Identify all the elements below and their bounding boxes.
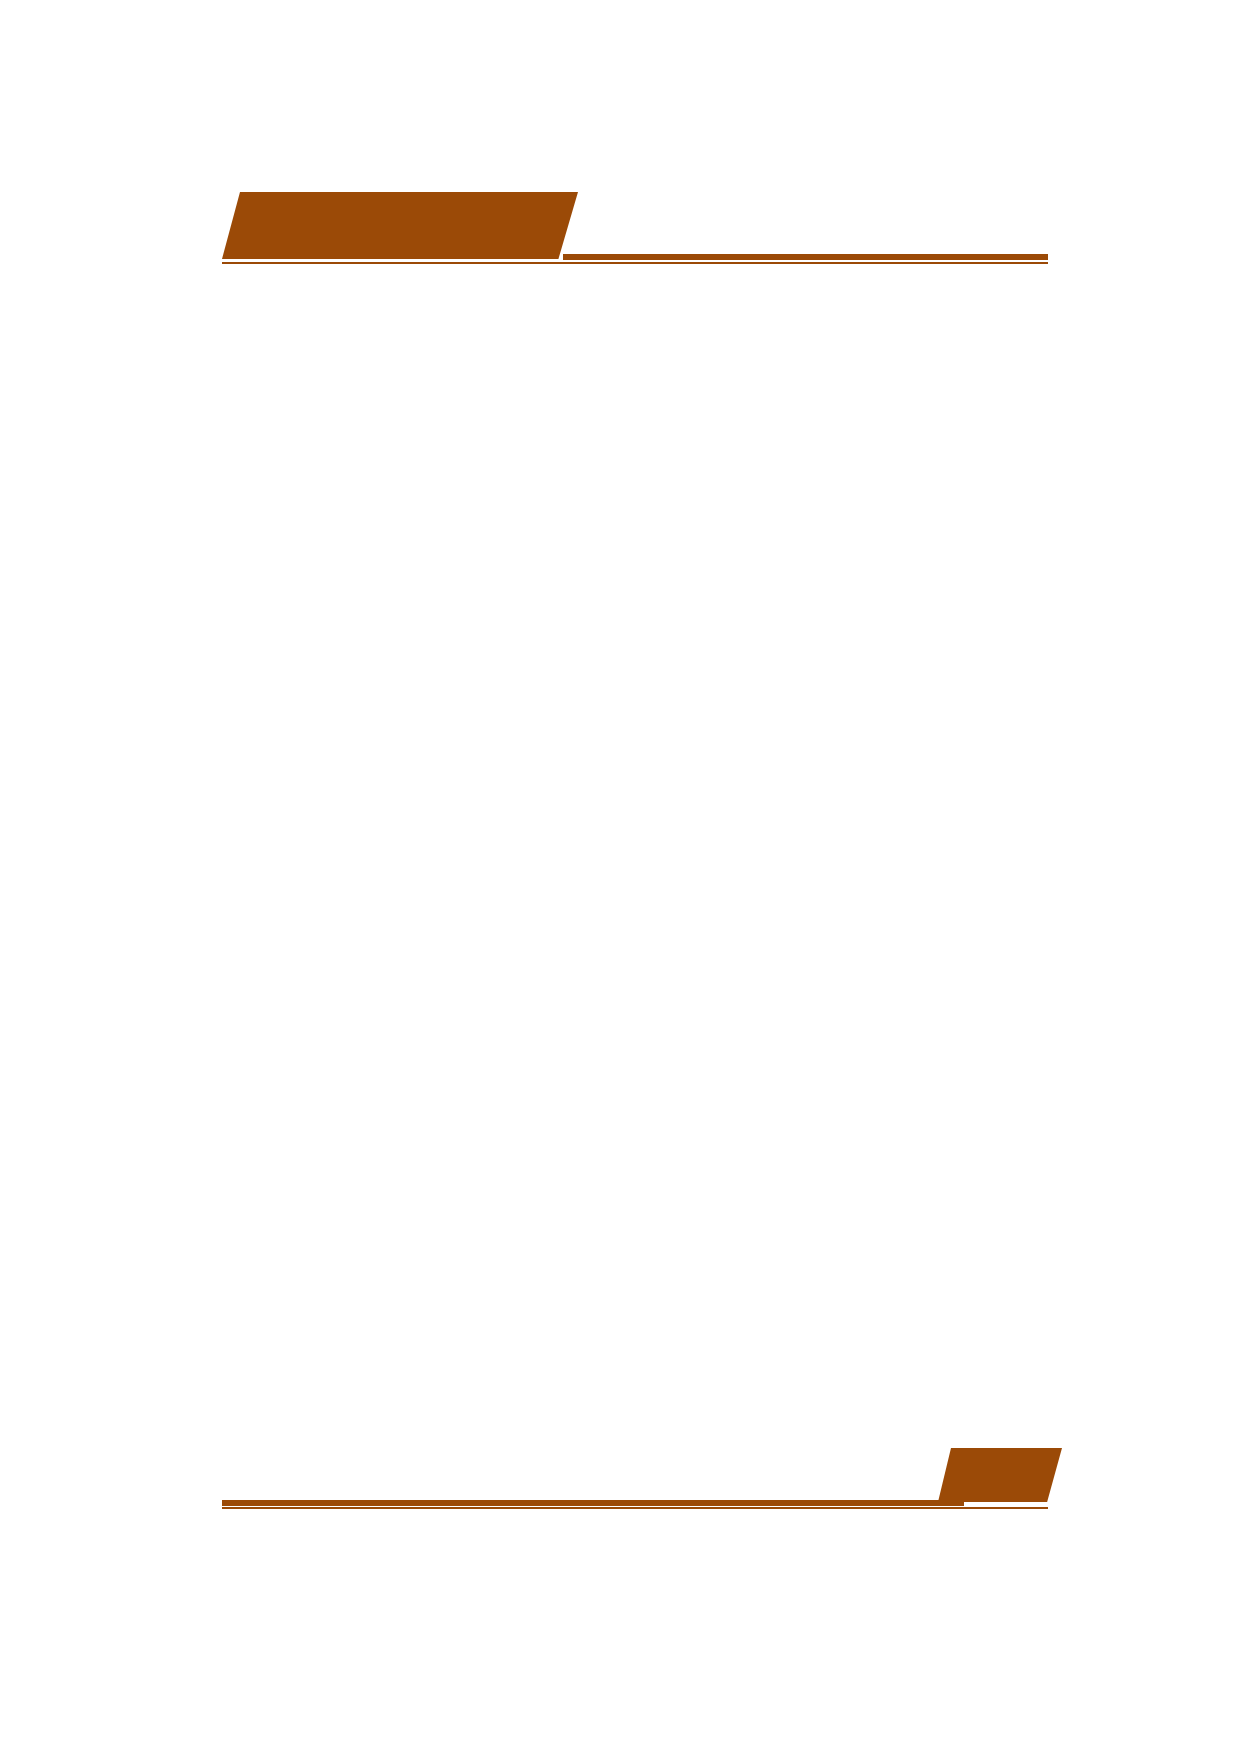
header-tab-background [222, 192, 578, 259]
header-divider-thin [222, 262, 1048, 264]
page-number-tab [938, 1448, 1062, 1502]
header-divider [563, 254, 1048, 260]
footer-divider-thin [222, 1507, 1048, 1509]
footer-divider [222, 1500, 964, 1506]
